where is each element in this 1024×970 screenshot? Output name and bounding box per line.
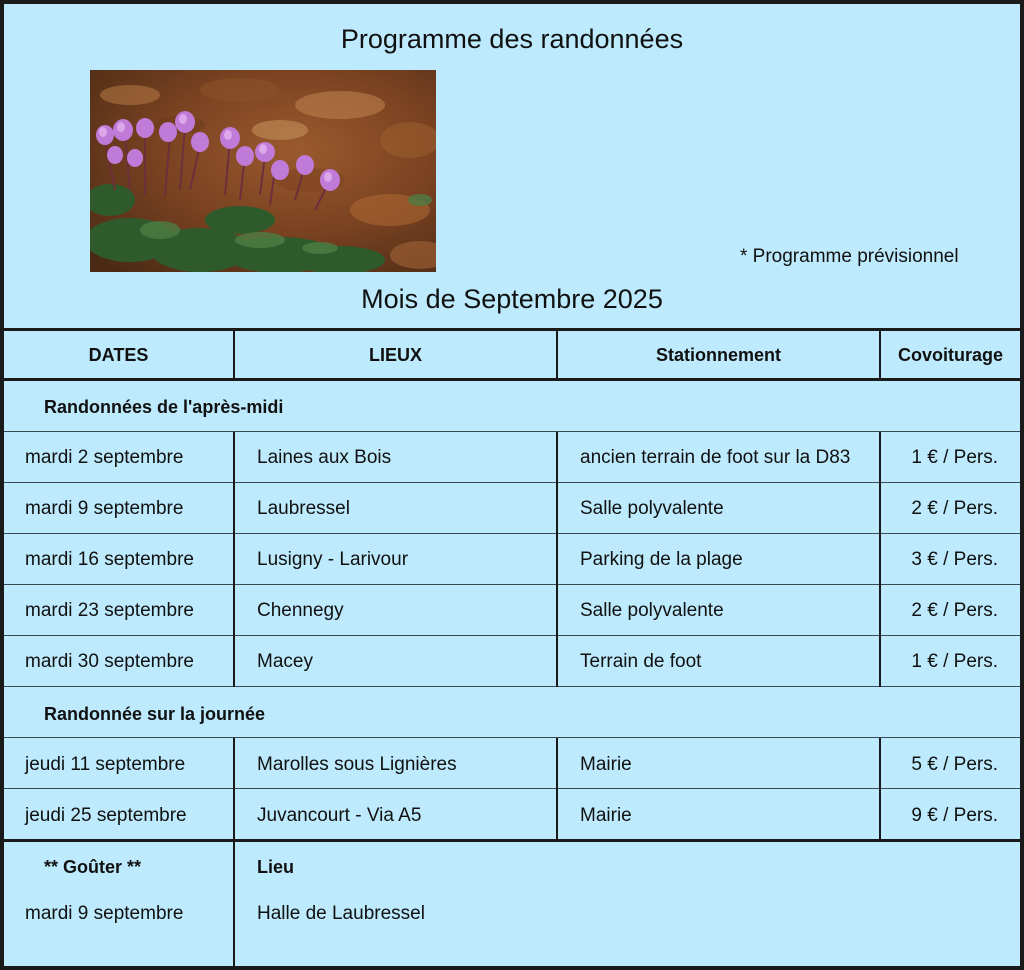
column-header-lieux: LIEUX (368, 345, 422, 365)
gouter-top-border (4, 839, 1020, 842)
row-divider (4, 737, 1020, 738)
row-divider (4, 431, 1020, 432)
col-divider (233, 432, 235, 687)
row-divider (4, 635, 1020, 636)
provisional-note: * Programme prévisionnel (740, 246, 959, 267)
row-date: mardi 16 septembre (25, 549, 194, 570)
row-parking: ancien terrain de foot sur la D83 (580, 447, 851, 468)
row-place: Juvancourt - Via A5 (257, 805, 422, 826)
table-top-border (4, 328, 1020, 331)
row-parking: Mairie (580, 754, 632, 775)
row-carpool: 9 € / Pers. (911, 805, 998, 826)
section-title-afternoon: Randonnées de l'après-midi (44, 397, 284, 417)
row-date: mardi 23 septembre (25, 600, 194, 621)
row-place: Macey (257, 651, 313, 672)
col-divider (233, 842, 235, 970)
header-bottom-border (4, 378, 1020, 381)
cyclamen-photo (90, 70, 436, 272)
gouter-place-label: Lieu (257, 857, 295, 877)
row-divider (4, 788, 1020, 789)
row-carpool: 3 € / Pers. (911, 549, 998, 570)
row-carpool: 1 € / Pers. (911, 651, 998, 672)
column-header-dates: DATES (88, 345, 149, 365)
row-divider (4, 686, 1020, 687)
row-carpool: 5 € / Pers. (911, 754, 998, 775)
col-divider (556, 432, 558, 687)
row-parking: Salle polyvalente (580, 498, 724, 519)
row-divider (4, 584, 1020, 585)
row-date: jeudi 11 septembre (25, 754, 186, 775)
column-header-covoiturage: Covoiturage (897, 345, 1003, 365)
row-place: Lusigny - Larivour (257, 549, 409, 570)
gouter-date: mardi 9 septembre (25, 903, 184, 924)
gouter-place: Halle de Laubressel (257, 903, 425, 924)
row-date: mardi 30 septembre (25, 651, 194, 672)
section-title-full-day: Randonnée sur la journée (44, 704, 266, 724)
row-parking: Parking de la plage (580, 549, 743, 570)
row-carpool: 1 € / Pers. (911, 447, 998, 468)
row-divider (4, 482, 1020, 483)
col-divider (556, 738, 558, 840)
gouter-title: ** Goûter ** (44, 857, 142, 877)
row-parking: Mairie (580, 805, 632, 826)
row-place: Chennegy (257, 600, 344, 621)
page-title: Programme des randonnées (340, 24, 684, 54)
row-carpool: 2 € / Pers. (911, 498, 998, 519)
column-header-stationnement: Stationnement (655, 345, 781, 365)
col-divider (233, 738, 235, 840)
row-place: Laubressel (257, 498, 350, 519)
row-carpool: 2 € / Pers. (911, 600, 998, 621)
row-date: mardi 9 septembre (25, 498, 184, 519)
row-date: jeudi 25 septembre (25, 805, 187, 826)
row-divider (4, 533, 1020, 534)
row-place: Marolles sous Lignières (257, 754, 457, 775)
month-heading: Mois de Septembre 2025 (361, 284, 663, 314)
row-parking: Salle polyvalente (580, 600, 724, 621)
row-parking: Terrain de foot (580, 651, 702, 672)
row-date: mardi 2 septembre (25, 447, 184, 468)
row-place: Laines aux Bois (257, 447, 392, 468)
